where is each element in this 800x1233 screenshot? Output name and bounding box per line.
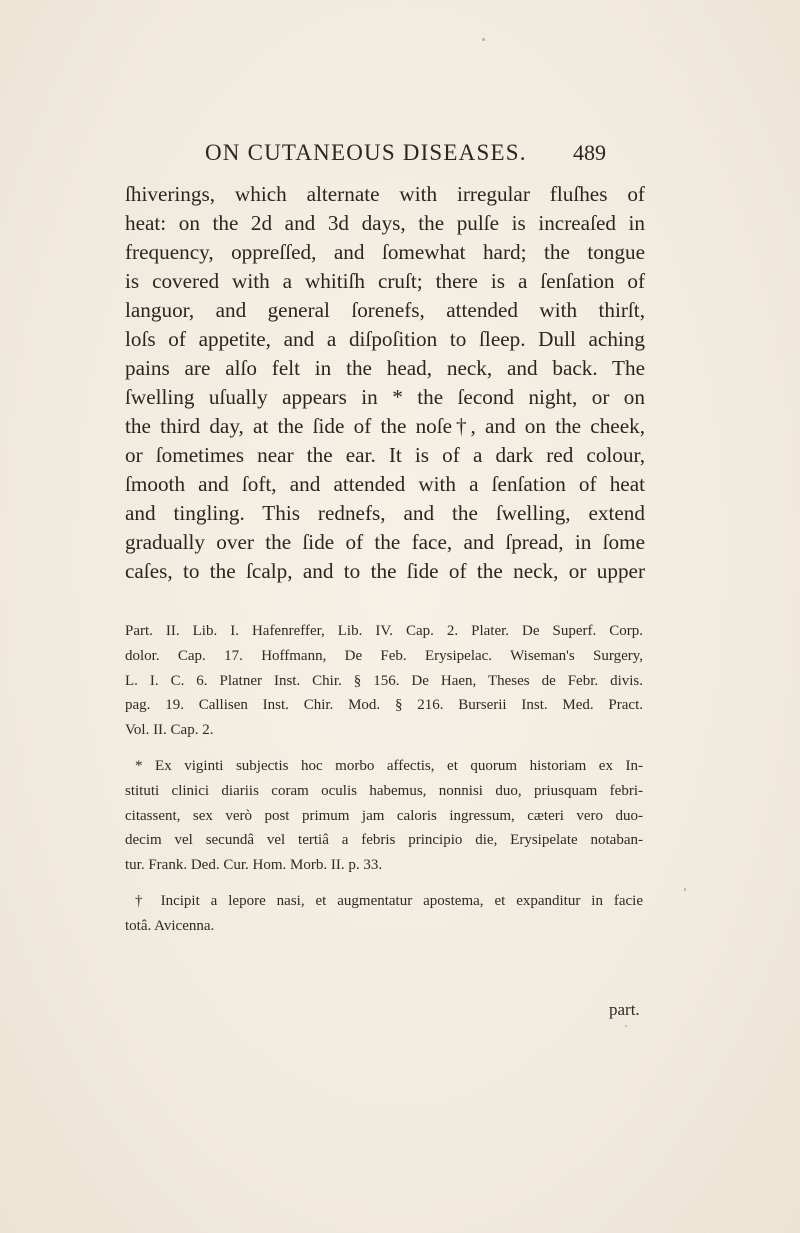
text-line: gradually over the ſide of the face, and ſpread, in ſome <box>125 530 645 554</box>
page-number: 489 <box>573 140 606 165</box>
footnote-line: tur. Frank. Ded. Cur. Hom. Morb. II. p. 33. <box>125 857 383 874</box>
footnote-line: Vol. II. Cap. 2. <box>125 722 214 739</box>
text-line: frequency, oppreſſed, and ſomewhat hard; the tongue <box>125 240 645 264</box>
footnote-references <box>125 619 643 743</box>
text-line: the third day, at the ſide of the noſe†, and on the cheek, <box>125 414 645 438</box>
paper-speck <box>684 888 686 891</box>
catchword: part. <box>609 1000 640 1019</box>
text-line: ſwelling uſually appears in * the ſecond night, or on <box>125 385 645 409</box>
text-line: ſhiverings, which alternate with irregular fluſhes of <box>125 182 645 206</box>
footnote-line: citassent, sex verò post primum jam caloris ingressum, cæteri vero duo- <box>125 807 643 824</box>
footnote-dagger <box>125 889 643 939</box>
running-head: ON CUTANEOUS DISEASES. <box>205 140 527 165</box>
paper-speck <box>625 1025 627 1027</box>
footnote-line: decim vel secundâ vel tertiâ a febris principio die, Erysipelate notaban- <box>125 832 643 849</box>
footnote-line: totâ. Avicenna. <box>125 917 215 934</box>
paper-speck <box>482 38 485 41</box>
text-line: or ſometimes near the ear. It is of a dark red colour, <box>125 443 645 467</box>
footnotes <box>125 619 643 939</box>
footnote-line: stituti clinici diariis coram oculis habemus, nonnisi duo, priusquam febri- <box>125 782 643 799</box>
footnote-line: L. I. C. 6. Platner Inst. Chir. § 156. De Haen, Theses de Febr. divis. <box>125 672 643 689</box>
page-header <box>0 140 800 174</box>
text-line: is covered with a whitiſh cruſt; there is a ſenſation of <box>125 269 645 293</box>
footnote-line: Part. II. Lib. I. Hafenreffer, Lib. IV. Cap. 2. Plater. De Superf. Corp. <box>125 623 643 639</box>
footnote-star <box>125 754 643 878</box>
main-text <box>125 180 645 586</box>
footnote-line: † Incipit a lepore nasi, et augmentatur apostema, et expanditur in facie <box>135 892 643 909</box>
text-line: caſes, to the ſcalp, and to the ſide of the neck, or upper <box>125 559 645 583</box>
text-line: heat: on the 2d and 3d days, the pulſe is increaſed in <box>125 211 645 235</box>
text-line: ſmooth and ſoft, and attended with a ſenſation of heat <box>125 472 645 496</box>
footnote-line: * Ex viginti subjectis hoc morbo affectis, et quorum historiam ex In- <box>135 757 643 774</box>
footnote-line: pag. 19. Callisen Inst. Chir. Mod. § 216. Burserii Inst. Med. Pract. <box>125 697 643 714</box>
text-line: languor, and general ſorenefs, attended with thirſt, <box>125 298 645 322</box>
footnote-line: dolor. Cap. 17. Hoffmann, De Feb. Erysipelac. Wiseman's Surgery, <box>125 647 643 664</box>
text-line: loſs of appetite, and a diſpoſition to ſleep. Dull aching <box>125 327 645 351</box>
text-line: and tingling. This rednefs, and the ſwelling, extend <box>125 501 645 525</box>
text-line: pains are alſo felt in the head, neck, and back. The <box>125 356 645 380</box>
